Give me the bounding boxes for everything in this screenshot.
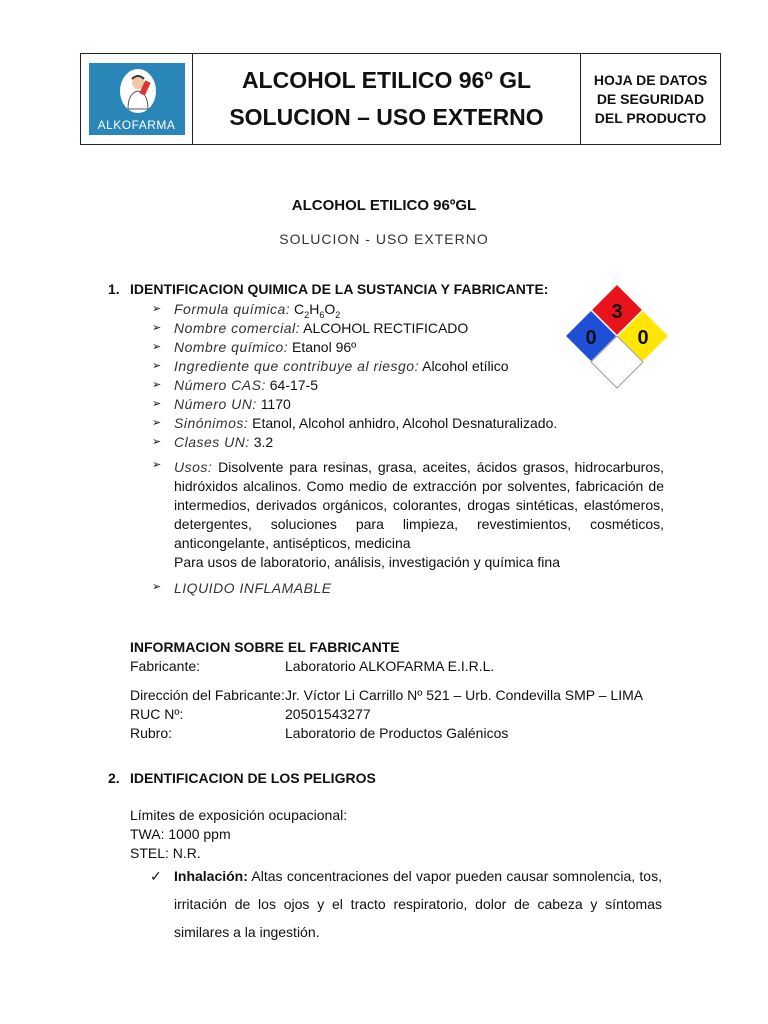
header-doc-type (581, 54, 720, 144)
reactivity-value: 0 (637, 327, 649, 349)
arrow-bullet-icon: ➢ (152, 379, 162, 391)
arrow-bullet-icon: ➢ (152, 417, 162, 429)
arrow-bullet-icon: ➢ (152, 459, 162, 471)
row-key: Fabricante: (130, 658, 201, 674)
arrow-bullet-icon: ➢ (152, 322, 162, 334)
item-label: Clases UN: (174, 434, 250, 450)
header-title: ALCOHOL ETILICO 96º GL (241, 67, 532, 93)
row-value: 20501543277 (285, 706, 371, 722)
pharmacist-icon (120, 69, 156, 113)
doc-type-line: DEL PRODUCTO (594, 109, 707, 126)
checkmark-icon: ✓ (150, 868, 162, 884)
item-value: 3.2 (253, 434, 274, 450)
header-title-cell (193, 54, 581, 144)
item-label: Formula química: (174, 301, 291, 317)
row-value: Laboratorio ALKOFARMA E.I.R.L. (285, 658, 495, 674)
section-title: IDENTIFICACION DE LOS PELIGROS (130, 770, 376, 786)
usos-text: Disolvente para resinas, grasa, aceites, ácidos grasos, hidrocarburos, hidróxidos alcalinos. Como medio de extracción por solventes, fabricación de intermedios, derivados orgánicos, colorantes, drogas sintéticas, elastómeros, detergentes, soluciones para limpieza, revestimientos, cosméticos, anticongelante, antisépticos, medicina (174, 459, 665, 551)
arrow-bullet-icon: ➢ (152, 341, 162, 353)
doc-type-line: HOJA DE DATOS (593, 71, 708, 88)
item-label: Ingrediente que contribuye al riesgo: (174, 358, 419, 374)
header-subtitle: SOLUCION – USO EXTERNO (229, 104, 544, 130)
arrow-bullet-icon: ➢ (152, 303, 162, 315)
manufacturer-row (130, 705, 670, 724)
item-label: Nombre químico: (174, 339, 289, 355)
list-item (152, 414, 667, 433)
logo-emblem (120, 69, 156, 113)
item-label: Sinónimos: (174, 415, 249, 431)
formula-value: $C_2H_6O_2$ (294, 301, 341, 320)
manufacturer-heading: INFORMACION SOBRE EL FABRICANTE (130, 639, 400, 655)
section-2-heading (108, 770, 376, 786)
arrow-bullet-icon: ➢ (152, 436, 162, 448)
inhalation-text: Altas concentraciones del vapor pueden causar somnolencia, tos, irritación de los ojos y el tracto respiratorio, dolor de cabeza y síntomas similares a la ingestión. (174, 868, 662, 940)
doc-type-line: DE SEGURIDAD (596, 90, 705, 107)
document-title: ALCOHOL ETILICO 96ºGL (291, 197, 477, 214)
exposure-line: STEL: N.R. (130, 845, 201, 861)
inhalation-label: Inhalación: (174, 868, 248, 884)
item-value: 1170 (260, 396, 291, 412)
logo-text: ALKOFARMA (97, 118, 176, 132)
manufacturer-row (130, 724, 670, 743)
item-label: Número UN: (174, 396, 257, 412)
arrow-bullet-icon: ➢ (152, 360, 162, 372)
row-key: RUC Nº: (130, 706, 184, 722)
list-item (152, 433, 667, 452)
usos-item (152, 458, 664, 572)
manufacturer-row (130, 686, 670, 705)
arrow-bullet-icon: ➢ (152, 398, 162, 410)
flammability-value: 3 (611, 301, 623, 323)
row-key: Rubro: (130, 725, 173, 741)
item-value: Alcohol etílico (422, 358, 509, 374)
list-item (152, 395, 667, 414)
usos-extra: Para usos de laboratorio, análisis, investigación y química fina (174, 554, 560, 570)
arrow-bullet-icon: ➢ (152, 581, 162, 593)
manufacturer-row (130, 657, 670, 676)
logo-cell (81, 54, 193, 144)
exposure-line: TWA: 1000 ppm (130, 826, 231, 842)
item-value: Etanol 96º (291, 339, 357, 355)
item-value: Etanol, Alcohol anhidro, Alcohol Desnaturalizado. (252, 415, 558, 431)
company-logo (89, 63, 185, 135)
item-value: 64-17-5 (269, 377, 319, 393)
item-value: ALCOHOL RECTIFICADO (303, 320, 469, 336)
liquido-text: LIQUIDO INFLAMABLE (174, 580, 332, 596)
row-value: Laboratorio de Productos Galénicos (285, 725, 509, 741)
manufacturer-info (130, 638, 670, 743)
inhalation-item (150, 862, 662, 946)
row-key: Dirección del Fabricante: (130, 687, 285, 703)
row-value: Jr. Víctor Li Carrillo Nº 521 – Urb. Condevilla SMP – LIMA (285, 687, 644, 703)
section-title: IDENTIFICACION QUIMICA DE LA SUSTANCIA Y FABRICANTE: (130, 281, 549, 297)
exposure-line: Límites de exposición ocupacional: (130, 807, 348, 823)
health-value: 0 (585, 327, 597, 349)
section-number: 1. (108, 281, 120, 297)
item-label: Número CAS: (174, 377, 266, 393)
document-header (80, 53, 721, 145)
exposure-limits (130, 806, 347, 863)
nfpa-hazard-diamond (563, 282, 671, 390)
item-label: Nombre comercial: (174, 320, 300, 336)
section-number: 2. (108, 770, 120, 786)
document-subtitle: SOLUCION - USO EXTERNO (279, 231, 489, 247)
section-1-heading (108, 281, 548, 297)
usos-label: Usos: (174, 459, 213, 475)
